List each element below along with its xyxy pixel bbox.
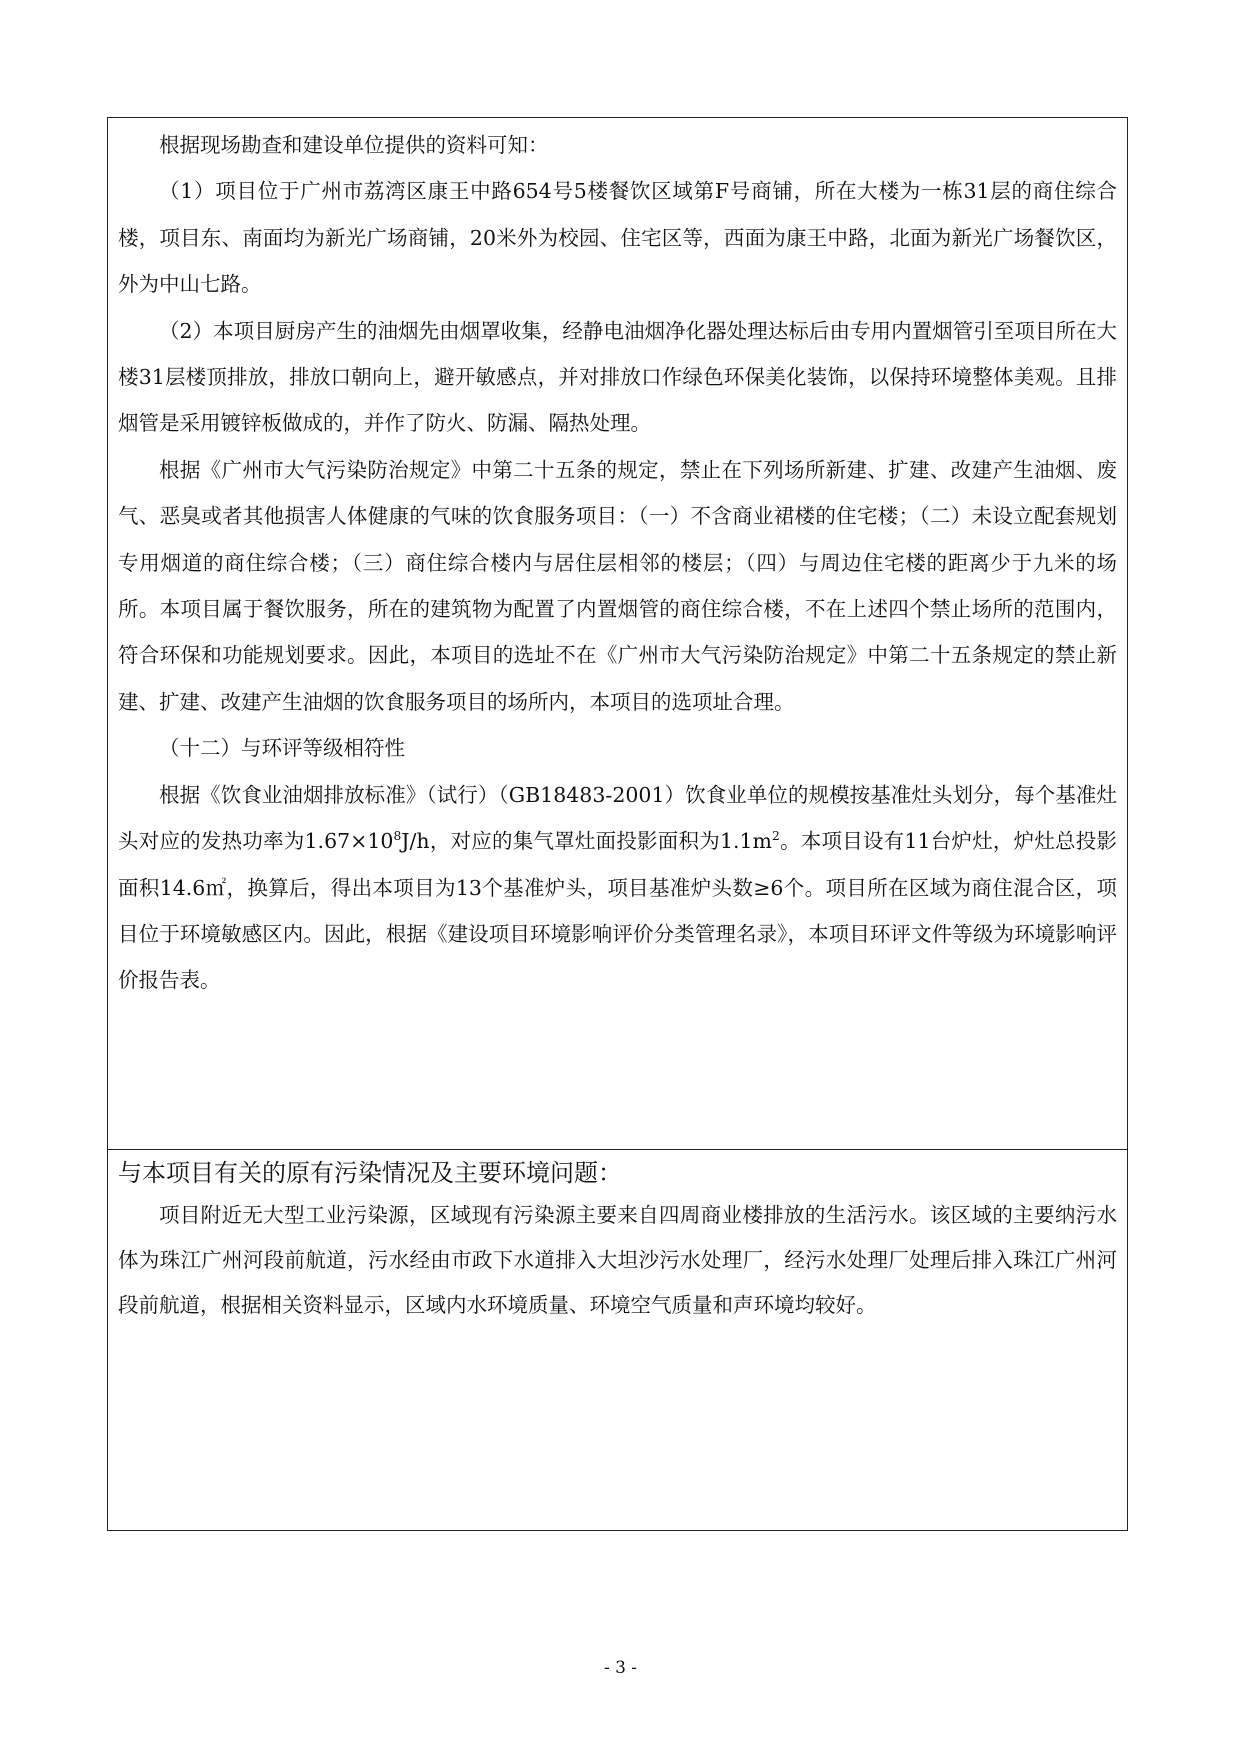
existing-pollution-paragraph: 项目附近无大型工业污染源，区域现有污染源主要来自四周商业楼排放的生活污水。该区域的主要纳污水体为珠江广州河段前航道，污水经由市政下水道排入大坦沙污水处理厂，经污水处理厂处理后排入珠江广州河段前航道，根据相关资料显示，区域内水环境质量、环境空气质量和声环境均较好。 [118, 1203, 1117, 1317]
page-number: - 3 - [603, 1658, 638, 1678]
standard-superscript-exponent: 8 [393, 829, 402, 844]
standard-text-part3: 。本项目设有11台炉灶，炉灶总投影面积14.6㎡，换算后，得出本项目为13个基准炉头，项目基准炉头数≥6个。项目所在区域为商住混合区，项目位于环境敏感区内。因此，根据《建设项目环境影响评价分类管理名录》，本项目环评文件等级为环境影响评价报告表。 [118, 829, 1118, 993]
standard-text-part2: J/h，对应的集气罩灶面投影面积为1.1m [401, 829, 772, 854]
existing-pollution-heading: 与本项目有关的原有污染情况及主要环境问题： [118, 1159, 622, 1187]
fume-treatment-paragraph: （2）本项目厨房产生的油烟先由烟罩收集，经静电油烟净化器处理达标后由专用内置烟管引至项目所在大楼31层楼顶排放，排放口朝向上，避开敏感点，并对排放口作绿色环保美化装饰，以保持环境整体美观。且排烟管是采用镀锌板做成的，并作了防火、防漏、隔热处理。 [118, 318, 1117, 436]
intro-paragraph: 根据现场勘查和建设单位提供的资料可知： [159, 133, 549, 157]
eia-level-subheading: （十二）与环评等级相符性 [159, 736, 405, 761]
emission-standard-paragraph [118, 772, 1117, 1004]
existing-pollution-section [108, 1151, 1127, 1530]
document-frame [107, 117, 1128, 1531]
location-paragraph: （1）项目位于广州市荔湾区康王中路654号5楼餐饮区域第F号商铺，所在大楼为一栋31层的商住综合楼，项目东、南面均为新光广场商铺，20米外为校园、住宅区等，西面为康王中路，北面为新光广场餐饮区，外为中山七路。 [118, 179, 1117, 297]
regulation-paragraph: 根据《广州市大气污染防治规定》中第二十五条的规定，禁止在下列场所新建、扩建、改建产生油烟、废气、恶臭或者其他损害人体健康的气味的饮食服务项目：（一）不含商业裙楼的住宅楼；（二）未设立配套规划专用烟道的商住综合楼；（三）商住综合楼内与居住层相邻的楼层；（四）与周边住宅楼的距离少于九米的场所。本项目属于餐饮服务，所在的建筑物为配置了内置烟管的商住综合楼，不在上述四个禁止场所的范围内，符合环保和功能规划要求。因此，本项目的选址不在《广州市大气污染防治规定》中第二十五条规定的禁止新建、扩建、改建产生油烟的饮食服务项目的场所内，本项目的选项址合理。 [118, 457, 1117, 714]
site-analysis-section [108, 118, 1127, 1149]
standard-superscript-area: 2 [772, 829, 780, 844]
section-divider [108, 1149, 1127, 1150]
standard-text-part1: 根据《饮食业油烟排放标准》（试行）（GB18483-2001）饮食业单位的规模按基准灶头划分，每个基准灶头对应的发热功率为1.67×10 [118, 782, 1117, 854]
